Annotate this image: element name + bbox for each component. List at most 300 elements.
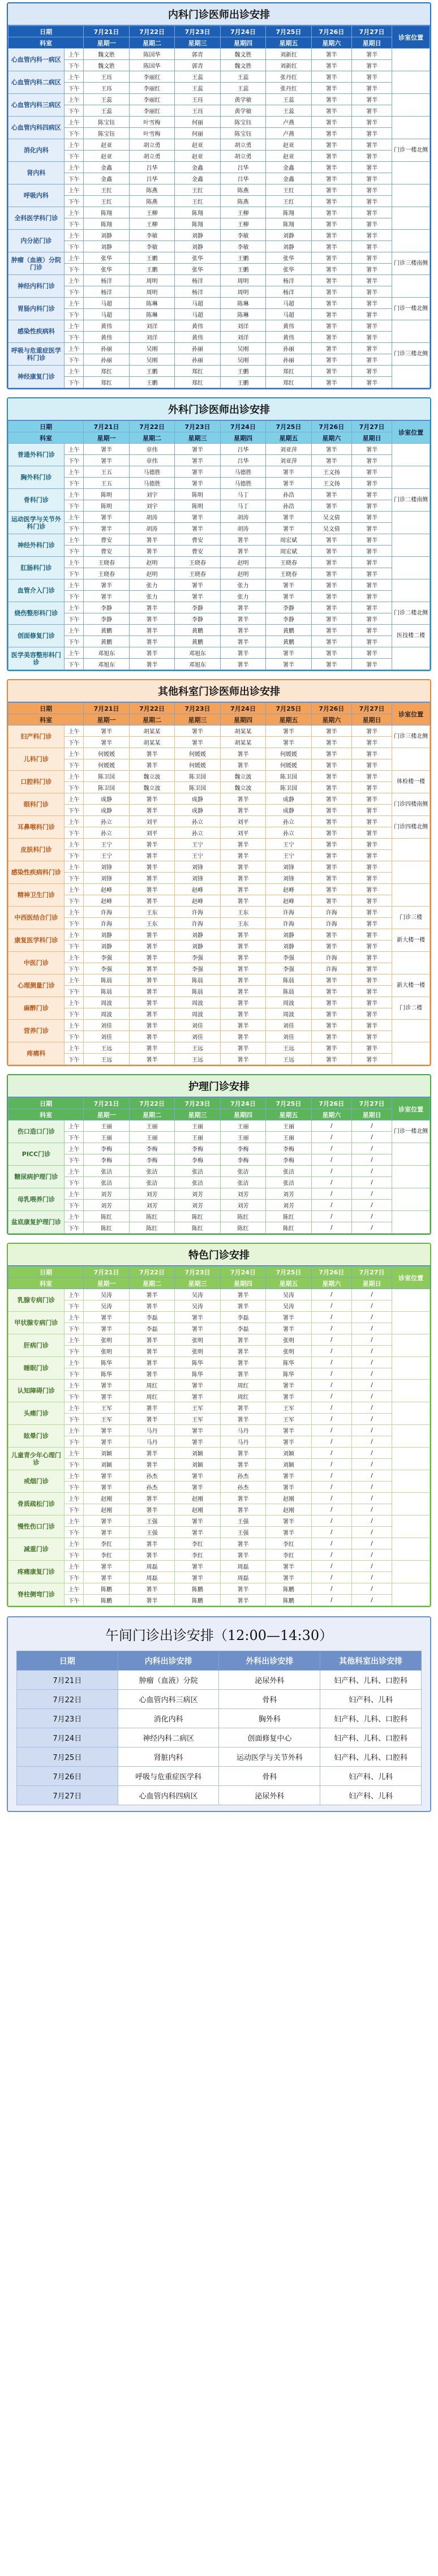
doctor-cell: 杨洋 [175, 275, 220, 286]
doctor-cell: 胡涛 [220, 523, 265, 534]
table-row [8, 500, 430, 512]
table-row [8, 1120, 430, 1132]
doctor-cell: 赵亚 [266, 151, 311, 162]
doctor-cell: 周波 [175, 997, 220, 1008]
location-header: 诊室位置 [392, 703, 430, 725]
doctor-cell: 李强 [84, 952, 129, 963]
pm-label: 下午 [64, 1031, 83, 1042]
doctor-cell: 署半 [129, 929, 174, 941]
doctor-cell: 张华 [175, 264, 220, 275]
doctor-cell: 署半 [351, 907, 392, 918]
doctor-cell: 署半 [175, 1380, 220, 1391]
weekday-header: 星期四 [220, 1109, 265, 1120]
doctor-cell: 成静 [175, 805, 220, 816]
table-row [8, 1008, 430, 1020]
doctor-cell: 署半 [351, 861, 392, 873]
doctor-cell: 何媛媛 [175, 748, 220, 759]
doctor-cell: 署半 [129, 759, 174, 771]
am-label: 上午 [64, 1538, 83, 1549]
dept-name: 心血管内科一病区 [8, 49, 65, 71]
dept-name: 疼痛科 [8, 1042, 65, 1065]
pm-label: 下午 [64, 500, 83, 512]
pm-label: 下午 [64, 1154, 83, 1166]
doctor-cell: 署半 [311, 500, 351, 512]
dept-name: 妇产科门诊 [8, 725, 65, 748]
doctor-cell: 曹安 [84, 546, 129, 557]
doctor-cell: 署半 [84, 1515, 129, 1527]
doctor-cell: 王丽 [84, 1120, 129, 1132]
am-label: 上午 [64, 1470, 83, 1482]
doctor-cell: 署半 [129, 546, 174, 557]
doctor-cell: 署半 [351, 332, 392, 343]
doctor-cell: 周红 [220, 1391, 265, 1402]
doctor-cell: 署半 [351, 320, 392, 332]
doctor-cell: 署半 [351, 952, 392, 963]
table-row [8, 759, 430, 771]
doctor-cell: 署半 [351, 184, 392, 196]
doctor-cell: 李静 [84, 613, 129, 625]
am-label: 上午 [64, 748, 83, 759]
doctor-cell: 王蕊 [220, 83, 265, 94]
room-location [392, 71, 430, 94]
doctor-cell: 李丽红 [129, 105, 174, 117]
table-row [8, 1334, 430, 1346]
doctor-cell: 署半 [129, 1334, 174, 1346]
table-row [16, 1786, 421, 1805]
room-location [392, 839, 430, 861]
doctor-cell: 吕华 [220, 173, 265, 184]
doctor-cell: 陈华 [84, 1357, 129, 1368]
table-row [8, 275, 430, 286]
dept-name: 睡眠门诊 [8, 1357, 65, 1380]
doctor-cell: 何媛媛 [175, 759, 220, 771]
doctor-cell: 署半 [175, 444, 220, 455]
doctor-cell: 马丹 [220, 1436, 265, 1448]
doctor-cell: 张力 [220, 579, 265, 591]
date-header: 7月26日 [311, 1266, 351, 1278]
doctor-cell: 魏文胜 [84, 49, 129, 60]
doctor-cell: 李静 [175, 602, 220, 613]
doctor-cell: 署半 [129, 1300, 174, 1312]
doctor-cell: 署半 [84, 1482, 129, 1493]
noon-clinic-schedule [7, 1616, 431, 1812]
table-row [8, 60, 430, 71]
doctor-cell: 许海 [311, 907, 351, 918]
doctor-cell: 署半 [311, 354, 351, 366]
doctor-cell: 何媛媛 [84, 748, 129, 759]
room-location [392, 1020, 430, 1042]
doctor-cell: 署半 [220, 850, 265, 861]
doctor-cell: 王柳 [129, 207, 174, 218]
doctor-cell: 孙丽 [175, 343, 220, 354]
doctor-cell: 章伟 [129, 444, 174, 455]
doctor-cell: 署半 [351, 568, 392, 579]
room-location: 新大楼一楼 [392, 929, 430, 952]
doctor-cell: / [311, 1504, 351, 1515]
doctor-cell: 署半 [351, 782, 392, 793]
pm-label: 下午 [64, 759, 83, 771]
weekday-header: 星期三 [175, 37, 220, 49]
weekday-header: 星期二 [129, 37, 174, 49]
doctor-cell: 陈燕 [129, 184, 174, 196]
table-row [8, 636, 430, 647]
doctor-cell: 署半 [84, 1312, 129, 1323]
weekday-header: 星期三 [175, 1109, 220, 1120]
table-row [8, 591, 430, 602]
doctor-cell: 陈翔 [266, 207, 311, 218]
doctor-cell: 王蕊 [175, 83, 220, 94]
doctor-cell: 李梅 [266, 1154, 311, 1166]
doctor-cell: / [311, 1200, 351, 1211]
table-row [8, 895, 430, 907]
doctor-cell: 王柳 [129, 218, 174, 230]
doctor-cell: 赵峰 [175, 884, 220, 895]
table-row [8, 647, 430, 659]
doctor-cell: 孙丽 [84, 343, 129, 354]
doctor-cell: 王珏 [175, 94, 220, 105]
doctor-cell: 周波 [266, 1008, 311, 1020]
am-label: 上午 [64, 207, 83, 218]
doctor-cell: 刘锋 [84, 873, 129, 884]
doctor-cell: 刘颖 [84, 1459, 129, 1470]
doctor-cell: 张力 [220, 591, 265, 602]
weekday-header: 星期日 [351, 432, 392, 444]
doctor-cell: / [311, 1470, 351, 1482]
doctor-cell: 刘佳 [84, 1020, 129, 1031]
doctor-cell: 刘静 [175, 241, 220, 252]
doctor-cell: 周红 [129, 1391, 174, 1402]
room-location [392, 1448, 430, 1470]
doctor-cell: 陈晨 [84, 974, 129, 986]
doctor-cell: / [311, 1323, 351, 1334]
doctor-cell: 署半 [220, 895, 265, 907]
dept-name: 耳鼻喉科门诊 [8, 816, 65, 839]
doctor-cell: 署半 [351, 366, 392, 377]
pm-label: 下午 [64, 196, 83, 207]
room-location [392, 1211, 430, 1234]
doctor-cell: 马超 [84, 298, 129, 309]
doctor-cell: / [311, 1549, 351, 1561]
dept-name: 胃肠内科门诊 [8, 298, 65, 320]
date-header: 7月24日 [220, 26, 265, 37]
doctor-cell: 何丽 [175, 128, 220, 139]
room-location [392, 320, 430, 343]
am-label: 上午 [64, 343, 83, 354]
doctor-cell: 李静 [84, 602, 129, 613]
doctor-cell: 署半 [129, 952, 174, 963]
room-location [392, 861, 430, 884]
doctor-cell: 刘锋 [266, 873, 311, 884]
doctor-cell: 署半 [220, 625, 265, 636]
doctor-cell: / [351, 1368, 392, 1380]
table-row [8, 286, 430, 298]
table-row [8, 162, 430, 173]
pm-label: 下午 [64, 332, 83, 343]
table-row [8, 1527, 430, 1538]
doctor-cell: 署半 [220, 1595, 265, 1606]
doctor-cell: 王红 [266, 196, 311, 207]
doctor-cell: 孙浩 [266, 489, 311, 500]
table-row [8, 861, 430, 873]
table-row [8, 805, 430, 816]
doctor-cell: 署半 [129, 1346, 174, 1357]
doctor-cell: 马德胜 [129, 466, 174, 478]
doctor-cell: 署半 [311, 839, 351, 850]
doctor-cell: 李强 [84, 963, 129, 974]
doctor-cell: 张洁 [266, 1177, 311, 1188]
doctor-cell: 王军 [175, 1402, 220, 1414]
am-label: 上午 [64, 557, 83, 568]
doctor-cell: 署半 [311, 139, 351, 151]
doctor-cell: 署半 [311, 128, 351, 139]
doctor-cell: 署半 [129, 1020, 174, 1031]
pm-label: 下午 [64, 895, 83, 907]
dept-name: 精神卫生门诊 [8, 884, 65, 907]
table-row [8, 207, 430, 218]
table-row [8, 309, 430, 320]
doctor-cell: 署半 [351, 602, 392, 613]
doctor-cell: 王鹏 [220, 252, 265, 264]
doctor-cell: 署半 [311, 1042, 351, 1054]
doctor-cell: 王珏 [84, 83, 129, 94]
room-location [392, 162, 430, 184]
doctor-cell: 陈宝钰 [84, 117, 129, 128]
doctor-cell: 刘颖 [84, 1448, 129, 1459]
doctor-cell: 署半 [266, 1323, 311, 1334]
doctor-cell: 陈琳 [129, 298, 174, 309]
doctor-cell: 刘锋 [175, 861, 220, 873]
doctor-cell: 署半 [351, 444, 392, 455]
weekday-header: 星期五 [266, 37, 311, 49]
doctor-cell: 刘静 [84, 230, 129, 241]
table-row [8, 1538, 430, 1549]
doctor-cell: 署半 [220, 1008, 265, 1020]
pm-label: 下午 [64, 827, 83, 839]
doctor-cell: 陈红 [175, 1211, 220, 1222]
doctor-cell: 署半 [220, 884, 265, 895]
doctor-cell: 署半 [351, 275, 392, 286]
doctor-cell: 署半 [129, 1357, 174, 1368]
doctor-cell: 刘佳 [175, 1020, 220, 1031]
doctor-cell: 李敏 [220, 230, 265, 241]
room-location [392, 1166, 430, 1188]
date-header: 7月23日 [175, 421, 220, 432]
doctor-cell: 署半 [311, 534, 351, 546]
doctor-cell: 署半 [311, 117, 351, 128]
am-label: 上午 [64, 1357, 83, 1368]
doctor-cell: 李红 [84, 1549, 129, 1561]
date-header: 7月26日 [311, 703, 351, 714]
table-row [8, 1188, 430, 1200]
doctor-cell: 署半 [351, 1008, 392, 1020]
noon-dept: 神经内科二病区 [118, 1728, 219, 1748]
doctor-cell: 署半 [311, 647, 351, 659]
doctor-cell: 周明 [129, 286, 174, 298]
doctor-cell: 署半 [351, 286, 392, 298]
doctor-cell: 王远 [84, 1042, 129, 1054]
doctor-cell: 王丽 [220, 1132, 265, 1143]
table-row [8, 986, 430, 997]
doctor-cell: 赵明 [220, 557, 265, 568]
doctor-cell: 周波 [266, 997, 311, 1008]
date-header: 7月22日 [129, 1266, 174, 1278]
pm-label: 下午 [64, 478, 83, 489]
table-row [8, 196, 430, 207]
dept-name: PICC门诊 [8, 1143, 65, 1166]
doctor-cell: 刘芳 [175, 1200, 220, 1211]
doctor-cell: / [351, 1572, 392, 1583]
doctor-cell: 王强 [220, 1515, 265, 1527]
doctor-cell: 赵亚 [175, 151, 220, 162]
doctor-cell: / [311, 1538, 351, 1549]
doctor-cell: 李磊 [220, 1312, 265, 1323]
doctor-cell: 黄伟 [84, 332, 129, 343]
doctor-cell: 吕华 [220, 444, 265, 455]
doctor-cell: 署半 [266, 579, 311, 591]
doctor-cell: 马丹 [129, 1425, 174, 1436]
doctor-cell: 署半 [351, 827, 392, 839]
doctor-cell: 陈卫国 [175, 771, 220, 782]
doctor-cell: 署半 [129, 1008, 174, 1020]
doctor-cell: 王红 [84, 184, 129, 196]
doctor-cell: 李强 [266, 963, 311, 974]
doctor-cell: 署半 [129, 534, 174, 546]
doctor-cell: / [311, 1561, 351, 1572]
doctor-cell: 署半 [311, 602, 351, 613]
am-label: 上午 [64, 1188, 83, 1200]
doctor-cell: 署半 [351, 625, 392, 636]
table-row [8, 184, 430, 196]
doctor-cell: 陈燕 [220, 184, 265, 196]
doctor-cell: 署半 [351, 659, 392, 670]
doctor-cell: 张力 [129, 591, 174, 602]
weekday-header: 星期二 [129, 432, 174, 444]
table-row [8, 1042, 430, 1054]
table-row [8, 827, 430, 839]
room-location [392, 952, 430, 974]
doctor-cell: 署半 [351, 725, 392, 737]
doctor-cell: 署半 [129, 748, 174, 759]
doctor-cell: 孙立 [84, 827, 129, 839]
doctor-cell: 孙立 [175, 827, 220, 839]
table-row [8, 1020, 430, 1031]
doctor-cell: 王强 [129, 1527, 174, 1538]
doctor-cell: 陈卫国 [84, 771, 129, 782]
noon-date: 7月25日 [16, 1748, 118, 1767]
am-label: 上午 [64, 298, 83, 309]
dept-header-label: 科室 [8, 432, 84, 444]
doctor-cell: 署半 [220, 952, 265, 963]
doctor-cell: 许海 [84, 918, 129, 929]
doctor-cell: 王晓春 [266, 557, 311, 568]
dept-name: 神经内科门诊 [8, 275, 65, 298]
doctor-cell: 张华 [84, 252, 129, 264]
table-row [8, 512, 430, 523]
room-location [392, 184, 430, 207]
date-header-label: 日期 [8, 421, 84, 432]
dept-name: 糖尿病护理门诊 [8, 1166, 65, 1188]
table-row [8, 579, 430, 591]
room-location [392, 534, 430, 557]
am-label: 上午 [64, 489, 83, 500]
doctor-cell: / [351, 1188, 392, 1200]
doctor-cell: 马超 [266, 298, 311, 309]
doctor-cell: 刘芳 [129, 1188, 174, 1200]
doctor-cell: / [311, 1177, 351, 1188]
doctor-cell: / [351, 1154, 392, 1166]
doctor-cell: 张明 [266, 1334, 311, 1346]
room-location [392, 512, 430, 534]
doctor-cell: 赵峰 [175, 895, 220, 907]
table-row [8, 793, 430, 805]
doctor-cell: 署半 [129, 1459, 174, 1470]
table-row [8, 478, 430, 489]
am-label: 上午 [64, 366, 83, 377]
am-label: 上午 [64, 1583, 83, 1595]
doctor-cell: 署半 [129, 941, 174, 952]
doctor-cell: 署半 [175, 1312, 220, 1323]
doctor-cell: 署半 [351, 128, 392, 139]
am-label: 上午 [64, 907, 83, 918]
dept-name: 消化内科 [8, 139, 65, 162]
doctor-cell: 郑红 [266, 366, 311, 377]
table-row [8, 1515, 430, 1527]
table-row [8, 49, 430, 60]
doctor-cell: 黄学敏 [220, 94, 265, 105]
doctor-cell: 成静 [84, 793, 129, 805]
doctor-cell: 陈晨 [175, 974, 220, 986]
am-label: 上午 [64, 1561, 83, 1572]
pm-label: 下午 [64, 546, 83, 557]
am-label: 上午 [64, 275, 83, 286]
doctor-cell: 王五 [84, 478, 129, 489]
doctor-cell: 署半 [220, 1549, 265, 1561]
doctor-cell: 王蕊 [84, 94, 129, 105]
doctor-cell: 周磊 [220, 1561, 265, 1572]
doctor-cell: 王珏 [84, 71, 129, 83]
noon-dept: 妇产科、儿科、口腔科 [320, 1748, 422, 1767]
doctor-cell: 王红 [84, 196, 129, 207]
doctor-cell: / [311, 1448, 351, 1459]
doctor-cell: 李红 [84, 1538, 129, 1549]
doctor-cell: 王文扬 [311, 478, 351, 489]
table-row [8, 332, 430, 343]
pm-label: 下午 [64, 1527, 83, 1538]
table-row [8, 941, 430, 952]
dept-name: 中医门诊 [8, 952, 65, 974]
doctor-cell: 署半 [220, 759, 265, 771]
dept-name: 中西医结合门诊 [8, 907, 65, 929]
doctor-cell: 王丽 [129, 1132, 174, 1143]
doctor-cell: 署半 [266, 523, 311, 534]
doctor-cell: 署半 [129, 1549, 174, 1561]
pm-label: 下午 [64, 963, 83, 974]
date-header: 7月22日 [129, 1098, 174, 1109]
doctor-cell: 叶雪梅 [129, 128, 174, 139]
date-header: 7月26日 [311, 26, 351, 37]
table-row [8, 117, 430, 128]
doctor-cell: 署半 [311, 332, 351, 343]
date-header: 7月22日 [129, 421, 174, 432]
doctor-cell: 刘芳 [129, 1200, 174, 1211]
doctor-cell: 王红 [266, 184, 311, 196]
doctor-cell: 署半 [84, 512, 129, 523]
doctor-cell: 刘亚萍 [266, 444, 311, 455]
am-label: 上午 [64, 162, 83, 173]
doctor-cell: / [351, 1527, 392, 1538]
pm-label: 下午 [64, 918, 83, 929]
doctor-cell: / [311, 1527, 351, 1538]
